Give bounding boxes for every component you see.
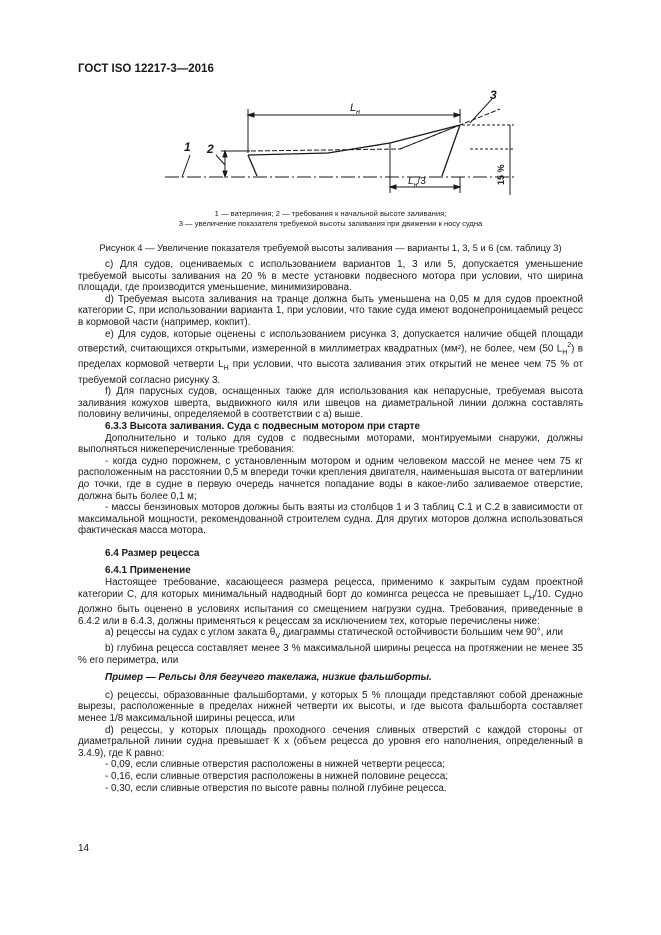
para-633-a: Дополнительно и только для судов с подвесными моторами, монтируемыми снаружи, должны выполняться нижеперечисленные требования: (78, 432, 583, 456)
para-c: c) Для судов, оцениваемых с использованием вариантов 1, 3 или 5, допускается уменьшение требуемой высоты заливания на 20 % в месте установки подвесного мотора при условии, что ширина площади, где производится уменьшение, минимизирована. (78, 259, 583, 294)
para-641-e: d) рецессы, у которых площадь проходного сечения сливных отверстий с каждой стороны от диаметральной линии судна превышает К х (объем рецесса до уровня его наполнения, определенный в 3.4.9), где К равно: (78, 724, 583, 759)
para-641-a: Настоящее требование, касающееся размера рецесса, применимо к закрытым судам проектной категории С, для которых минимальный надводный борт до комингса рецесса не превышает $L_H/10$. Судно должно быть оценено в условиях испытания со смещением нагрузки судна. Требования, приведенные в 6.4.2 или в 6.4.3, должны применяться к рецессам за исключением тех, которые перечислены ниже: (78, 577, 583, 627)
label-1: 1 (184, 140, 191, 154)
para-d: d) Требуемая высота заливания на транце должна быть уменьшена на 0,05 м для судов проектной категории С, при использовании варианта 1, при условии, что такие суда имеют водонепроницаемый рецесс в кормовой части (например, кокпит). (78, 293, 583, 328)
para-633-c: - массы бензиновых моторов должны быть взяты из столбцов 1 и 3 таблиц С.1 и С.2 в зависимости от максимальной мощности, рекомендованной строителем судна. Для других моторов должна использоваться фактическая масса мотора. (78, 502, 583, 537)
para-641-d: c) рецессы, образованные фальшбортами, у которых 5 % площади представляют собой дренажные вырезы, расположенные в пределах нижней четверти их высоты, и где высота фальшборта составляет менее 1/8 максимальной ширины рецесса, или (78, 689, 583, 724)
para-633-b: - когда судно порожнем, с установленным мотором и одним человеком массой не менее чем 75 кг расположенным на расстоянии 0,5 м впереди точки крепления двигателя, наименьшая высота от ватерлинии до точки, где в судне в первую очередь начнется попадание воды в какое-либо заливаемое отверстие, должна быть более 0,1 м; (78, 455, 584, 502)
hull-bow (442, 125, 460, 176)
svg-text:Lн (350, 102, 360, 116)
label-2: 2 (207, 142, 214, 156)
label-pct: 15 % (496, 164, 506, 185)
para-641-c: b) глубина рецесса составляет менее 3 % максимальной ширины рецесса на протяжении не менее 35 % его периметра, или (78, 642, 583, 666)
para-641-b: a) рецессы на судах с углом заката $\theta_V$ диаграммы статической остойчивости большим чем 90°, или (105, 627, 563, 641)
hull-stern (248, 155, 257, 176)
label-lh3: L (408, 176, 414, 187)
figure-legend-line-2: 3 — увеличение показателя требуемой высоты заливания при движении к носу судна (178, 219, 483, 228)
label-lh: L (350, 102, 357, 114)
k-item-2: - 0,16, если сливные отверстия расположены в нижней половине рецесса; (105, 770, 448, 782)
label-lh3-sub: н (413, 182, 418, 189)
figure-caption: Рисунок 4 — Увеличение показателя требуемой высоты заливания — варианты 1, 3, 5 и 6 (см. таблицу 3) (99, 242, 562, 253)
body-text (78, 259, 583, 794)
para-e: e) Для судов, которые оценены с использованием рисунка 3, допускается наличие общей площади отверстий, считающихся открытыми, измеренной в миллиметрах квадратных (мм²), не более, чем (50 $L_H^2$) в пределах кормовой четверти $L_H$ при условии, что высота заливания этих открытий не менее чем 75 % от требуемой согласно рисунку 3. (78, 328, 583, 386)
label-3: 3 (490, 88, 497, 102)
example-note: Пример — Рельсы для бегучего такелажа, низкие фальшборты. (105, 672, 432, 684)
para-f: f) Для парусных судов, оснащенных также для использования как непарусные, требуемая высота заливания кожухов шверта, выдвижного киля или швецов на диаметральной линии должна составлять половину величины, определяемой в соответствии с а) выше. (78, 386, 583, 421)
heading-6-4: 6.4 Размер рецесса (105, 547, 200, 559)
label-lh-sub: н (356, 109, 360, 116)
heading-6-3-3: 6.3.3 Высота заливания. Суда с подвесным мотором при старте (105, 420, 420, 432)
label-lh3-tail: /3 (417, 176, 426, 187)
page-number: 14 (78, 843, 90, 854)
k-item-3: - 0,30, если сливные отверстия по высоте равны полной глубине рецесса. (105, 782, 447, 794)
k-item-1: - 0,09, если сливные отверстия расположены в нижней четверти рецесса; (105, 759, 446, 771)
document-header: ГОСТ ISO 12217-3—2016 (78, 63, 214, 75)
freeboard-diagram (150, 85, 530, 210)
heading-6-4-1: 6.4.1 Применение (105, 565, 191, 577)
figure-legend-line-1: 1 — ватерлиния; 2 — требования к начальной высоте заливания; (214, 209, 447, 218)
